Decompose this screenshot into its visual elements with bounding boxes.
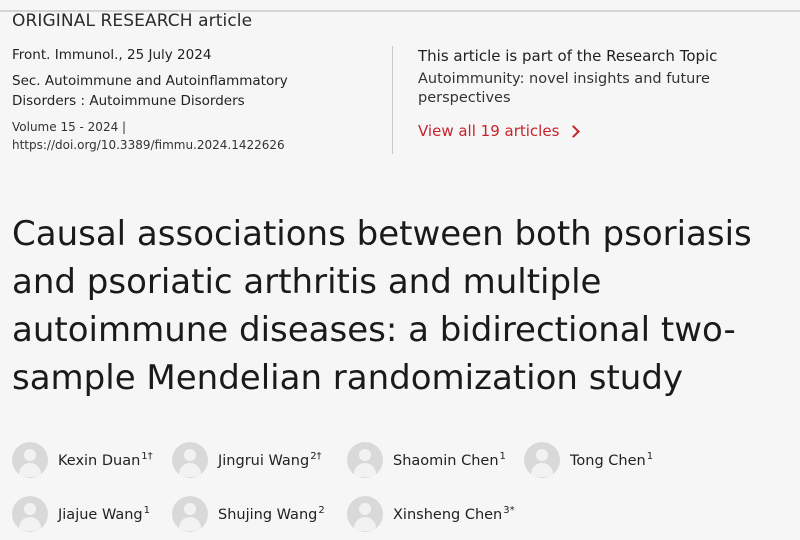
meta-divider xyxy=(392,46,393,154)
section-link[interactable] xyxy=(12,71,382,111)
title-line-2: and psoriatic arthritis and multiple xyxy=(12,262,602,302)
author-name: Shujing Wang$^2$ xyxy=(218,505,325,523)
volume: Volume 15 - 2024 | xyxy=(12,120,127,134)
user-avatar-icon xyxy=(172,496,208,532)
author-name: Jingrui Wang$^{2\dagger}$ xyxy=(218,451,322,469)
user-avatar-icon xyxy=(12,496,48,532)
article-type: ORIGINAL RESEARCH article xyxy=(12,11,253,31)
author-item[interactable] xyxy=(524,442,653,478)
doi-link[interactable]: https://doi.org/10.3389/fimmu.2024.1422626 xyxy=(12,138,285,152)
article-title xyxy=(12,210,752,402)
author-name: Jiajue Wang$^1$ xyxy=(58,505,151,523)
author-name: Kexin Duan$^{1\dagger}$ xyxy=(58,451,153,469)
research-topic-link[interactable] xyxy=(418,70,788,108)
section-line-1: Sec. Autoimmune and Autoinflammatory xyxy=(12,73,288,89)
view-all-label: View all 19 articles xyxy=(418,122,560,140)
author-name: Shaomin Chen$^1$ xyxy=(393,451,506,469)
article-meta xyxy=(12,46,382,154)
title-line-4: sample Mendelian randomization study xyxy=(12,358,684,398)
research-topic-line-2: perspectives xyxy=(418,90,511,106)
author-item[interactable] xyxy=(12,496,150,532)
view-all-articles-link[interactable] xyxy=(418,122,788,140)
author-item[interactable] xyxy=(12,442,153,478)
author-item[interactable] xyxy=(172,442,322,478)
author-item[interactable] xyxy=(347,496,515,532)
user-avatar-icon xyxy=(12,442,48,478)
author-item[interactable] xyxy=(347,442,506,478)
author-item[interactable] xyxy=(172,496,325,532)
author-name: Tong Chen$^1$ xyxy=(570,451,654,469)
research-topic-heading: This article is part of the Research Topic xyxy=(418,47,718,65)
user-avatar-icon xyxy=(172,442,208,478)
research-topic-line-1: Autoimmunity: novel insights and future xyxy=(418,71,710,87)
chevron-right-icon xyxy=(568,125,581,138)
title-line-1: Causal associations between both psoriasis xyxy=(12,214,752,254)
section-line-2: Disorders : Autoimmune Disorders xyxy=(12,93,245,109)
research-topic xyxy=(418,46,788,140)
user-avatar-icon xyxy=(347,496,383,532)
volume-doi xyxy=(12,118,382,154)
title-line-3: autoimmune diseases: a bidirectional two- xyxy=(12,310,736,350)
journal-date: Front. Immunol., 25 July 2024 xyxy=(12,47,212,63)
user-avatar-icon xyxy=(347,442,383,478)
user-avatar-icon xyxy=(524,442,560,478)
author-name: Xinsheng Chen$^{3*}$ xyxy=(393,505,515,523)
